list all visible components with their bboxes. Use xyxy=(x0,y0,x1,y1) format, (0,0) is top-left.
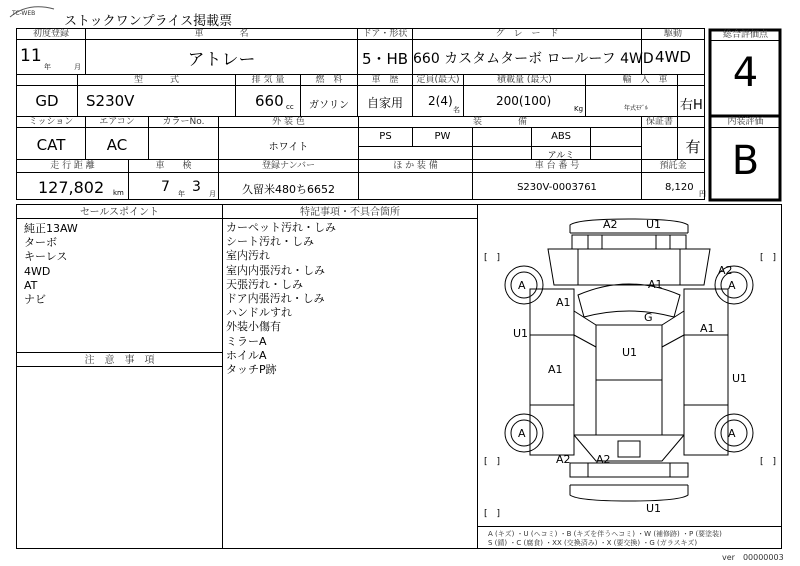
vin: S230V-0003761 xyxy=(517,182,597,193)
damage-mark: A2 xyxy=(556,453,571,466)
list-item: キーレス xyxy=(24,250,68,264)
damage-mark: A2 xyxy=(718,264,733,277)
header-aircon: エアコン xyxy=(99,117,135,127)
list-item: ミラーA xyxy=(226,334,267,348)
grade: 660 カスタムターボ ロールーフ 4WD xyxy=(413,51,654,67)
fuel: ガソリン xyxy=(309,100,349,111)
damage-mark: A1 xyxy=(700,322,715,335)
door-shape: 5・HB xyxy=(361,50,409,68)
list-item: 室内内張汚れ・しみ xyxy=(226,263,325,277)
damage-mark: A2 xyxy=(596,453,611,466)
list-item: ホイルA xyxy=(226,348,267,362)
inspection-month: 3 xyxy=(192,179,201,195)
damage-mark: A1 xyxy=(648,278,663,291)
capacity: 2(4) xyxy=(428,94,453,108)
equip-pw: PW xyxy=(434,131,451,142)
damage-mark: A1 xyxy=(548,363,563,376)
warranty: 有 xyxy=(685,138,701,156)
capacity-unit: 名 xyxy=(453,106,460,114)
version-label: ver 00000003 xyxy=(722,553,784,562)
equip-ps: PS xyxy=(379,131,392,142)
damage-mark: U1 xyxy=(646,218,662,231)
displacement: 660 xyxy=(255,92,284,110)
inspection-year: 7 xyxy=(161,179,170,195)
wheel-mark: A xyxy=(728,427,736,440)
damage-mark: A1 xyxy=(556,296,571,309)
wheels xyxy=(505,266,753,452)
load-unit: Kg xyxy=(574,105,584,113)
empty-bracket: [ ] xyxy=(484,253,501,263)
list-item: タッチP跡 xyxy=(226,363,277,377)
caution-title: 注 意 事 項 xyxy=(84,355,155,366)
wheel-mark: A xyxy=(728,279,736,292)
header-door-shape: ドア・形状 xyxy=(362,29,408,39)
mileage: 127,802 xyxy=(38,178,105,197)
mission: CAT xyxy=(36,136,66,154)
recycle: 8,120 xyxy=(665,182,694,193)
header-history: 車 歴 xyxy=(371,75,399,85)
list-item: 天張汚れ・しみ xyxy=(226,277,303,291)
plate: 久留米480ち6652 xyxy=(242,183,335,196)
damage-mark: U1 xyxy=(646,502,662,515)
car-name: アトレー xyxy=(187,50,256,70)
list-item: 室内汚れ xyxy=(226,249,270,263)
list-item: カーペット汚れ・しみ xyxy=(226,221,336,234)
damage-mark: G xyxy=(644,311,653,324)
wheel-mark: A xyxy=(518,427,526,440)
form-title: ストックワンプライス掲載票 xyxy=(64,14,233,29)
drive: 4WD xyxy=(655,48,691,66)
overall-score: 4 xyxy=(732,50,759,96)
empty-bracket: [ ] xyxy=(760,457,777,467)
damage-mark: A2 xyxy=(603,218,618,231)
recycle-unit: 円 xyxy=(699,190,706,198)
list-item: 外装小傷有 xyxy=(226,320,281,334)
inspection-month-unit: 月 xyxy=(209,190,216,198)
legend-line: S (錆) ・C (腐食) ・XX (交換済み) ・X (要交換) ・G (ガラスキズ) xyxy=(488,539,698,547)
header-warranty: 保証書 xyxy=(645,117,673,127)
header-load: 積載量 (最大) xyxy=(497,75,552,85)
legend-line: A (キズ) ・U (ヘコミ) ・B (キズを伴うヘコミ) ・W (補修跡) ・P (要塗装) xyxy=(488,530,722,538)
first-reg-month-unit: 月 xyxy=(74,63,81,71)
header-color-no: カラーNo. xyxy=(162,117,205,127)
header-import: 輸 入 車 xyxy=(622,75,668,85)
list-item: 4WD xyxy=(24,264,51,278)
mileage-unit: km xyxy=(113,189,124,197)
header-grade: グ レ ー ド xyxy=(495,29,559,39)
header-fuel: 燃 料 xyxy=(315,75,343,85)
inspection-year-unit: 年 xyxy=(178,190,185,198)
header-vin: 車 台 番 号 xyxy=(534,161,580,171)
first-reg-year: 11 xyxy=(20,46,42,66)
header-recycle: 預託金 xyxy=(659,161,687,171)
list-item: 純正13AW xyxy=(24,222,78,235)
list-item: ナビ xyxy=(24,293,46,307)
list-item: シート汚れ・しみ xyxy=(226,235,314,249)
header-interior: 内装評価 xyxy=(727,117,764,127)
header-inspection: 車 検 xyxy=(155,161,192,171)
header-mileage: 走 行 距 離 xyxy=(50,161,95,171)
header-equipment: 装 備 xyxy=(472,117,527,127)
empty-bracket: [ ] xyxy=(760,253,777,263)
empty-bracket: [ ] xyxy=(484,457,501,467)
header-car-name: 車 名 xyxy=(194,29,249,39)
notes-title: 特記事項・不具合箇所 xyxy=(300,207,400,218)
damage-legend xyxy=(488,530,722,548)
header-model: 型 式 xyxy=(133,75,179,85)
interior-score: B xyxy=(731,138,760,184)
model: S230V xyxy=(86,92,135,110)
list-item: AT xyxy=(24,278,38,292)
header-mission: ミッション xyxy=(28,117,74,127)
displacement-unit: cc xyxy=(286,103,294,111)
sales-points-title: セールスポイント xyxy=(79,207,160,218)
header-exterior-color: 外 装 色 xyxy=(272,117,305,127)
list-item: ターボ xyxy=(24,236,57,250)
empty-bracket: [ ] xyxy=(484,509,501,519)
history: 自家用 xyxy=(366,96,403,110)
steering: 右H xyxy=(680,98,703,113)
model-prefix: GD xyxy=(35,92,59,110)
vehicle-damage-diagram xyxy=(478,205,781,526)
notes-list xyxy=(226,221,336,377)
first-reg-year-unit: 年 xyxy=(44,63,51,71)
list-item: ハンドルすれ xyxy=(226,306,292,320)
exterior-color: ホワイト xyxy=(268,142,309,153)
header-other-equip: ほ か 装 備 xyxy=(393,161,438,171)
list-item: ドア内張汚れ・しみ xyxy=(226,292,325,306)
aircon: AC xyxy=(106,136,128,154)
header-overall: 総合評価点 xyxy=(722,30,768,40)
logo-text: TC-WEB xyxy=(12,10,36,17)
damage-mark: U1 xyxy=(513,327,529,340)
import-note: 年式ﾓﾃﾞﾙ xyxy=(624,105,649,112)
header-capacity: 定員(最大) xyxy=(416,75,460,85)
load: 200(100) xyxy=(496,94,552,108)
equip-alumi: アルミ xyxy=(547,151,575,161)
header-drive: 駆動 xyxy=(663,29,682,39)
wheel-mark: A xyxy=(518,279,526,292)
header-plate: 登録ナンバー xyxy=(262,161,315,171)
equip-abs: ABS xyxy=(551,131,571,142)
damage-mark: U1 xyxy=(622,346,638,359)
damage-mark: U1 xyxy=(732,372,748,385)
header-displacement: 排 気 量 xyxy=(251,75,285,85)
header-first-reg: 初度登録 xyxy=(32,29,69,39)
sales-points-list xyxy=(24,222,78,307)
